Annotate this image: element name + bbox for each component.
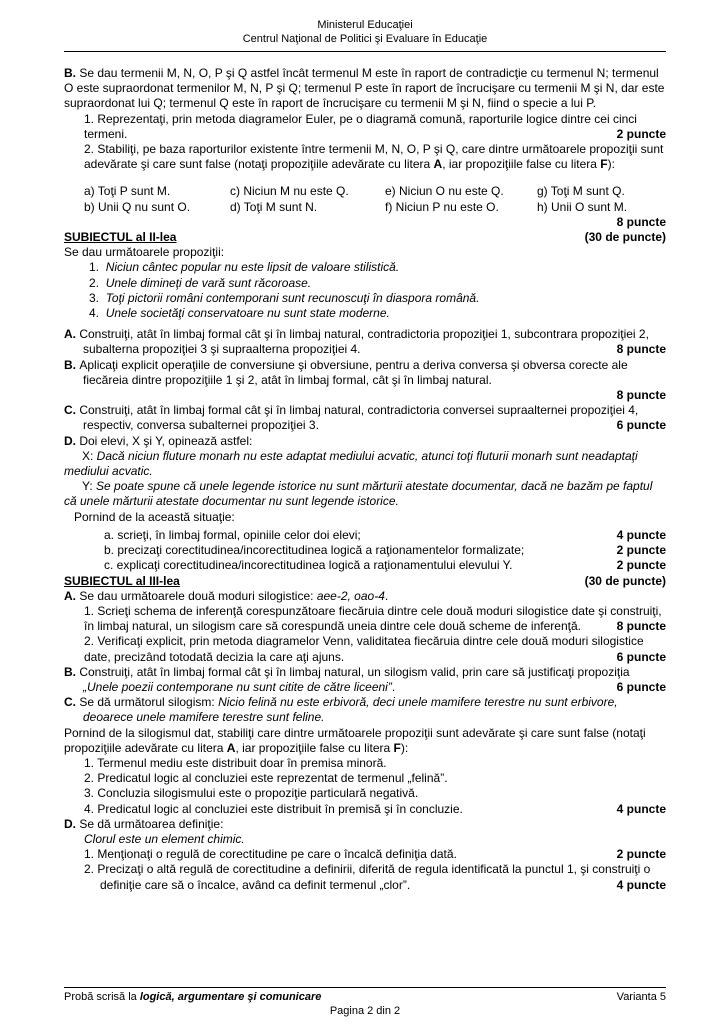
exam-paragraph <box>64 66 666 112</box>
text-segment: Se dau termenii M, N, O, P şi Q astfel încât termenul M este în raport de contradicţie cu termenul N; termenul O este supraordonat termenilor M, N, P şi Q; termenul P este în raport de încrucişare cu termenii M şi N, dar este supraordonat lui Q; termenul Q este în raport de încrucişare cu termenii M şi N, fiind o specie a lui P. <box>64 66 665 111</box>
exam-paragraph <box>64 695 666 725</box>
text-segment: . <box>384 588 389 603</box>
text-segment: 1. Termenul mediu este distribuit doar în premisa minoră. <box>84 755 387 770</box>
exam-paragraph <box>104 528 666 543</box>
exam-paragraph <box>64 358 666 388</box>
exam-paragraph <box>84 832 666 847</box>
exam-paragraph <box>89 291 666 306</box>
text-segment: Unele societăţi conservatoare nu sunt state moderne. <box>105 306 390 321</box>
text-segment: Construiţi, atât în limbaj formal cât şi în limbaj natural, contradictoria conversei supraalternei propoziţiei 4, respectiv, conversa subalternei propoziţiei 3. <box>79 403 639 433</box>
option-cell: g) Toţi M sunt Q. <box>537 184 625 199</box>
text-segment: A <box>433 157 443 172</box>
section-points: (30 de puncte) <box>584 573 666 588</box>
points-badge: 4 puncte <box>616 877 666 892</box>
text-segment: 1. Menţionaţi o regulă de corectitudine pe care o încalcă definiţia dată. <box>84 847 457 862</box>
footer-row <box>64 990 666 1004</box>
text-segment: 2. Verificaţi explicit, prin metoda diagramelor Venn, validitatea fiecăruia dintre cele două moduri silogistice date, precizând totodată decizia la care aţi ajuns. <box>84 634 644 664</box>
section-title: SUBIECTUL al III-lea <box>64 573 180 588</box>
text-segment: A <box>226 740 236 755</box>
footer-variant: Varianta 5 <box>616 991 666 1003</box>
section-title: SUBIECTUL al II-lea <box>64 230 177 245</box>
text-segment: aee-2, oao-4 <box>316 588 385 603</box>
text-segment: 2. <box>89 275 106 290</box>
page-header <box>64 18 666 52</box>
text-segment: Pornind de la această situaţie: <box>74 509 235 524</box>
document-body <box>64 66 666 893</box>
exam-paragraph <box>89 276 666 291</box>
points-badge: 8 puncte <box>616 619 666 634</box>
exam-paragraph <box>64 403 666 433</box>
text-segment: 2. Stabiliţi, pe baza raporturilor existente între termenii M, N, O, P şi Q, care dintre următoarele propoziţii sunt adevărate şi care sunt false (notaţi propoziţiile adevărate cu litera <box>84 142 664 172</box>
exam-paragraph <box>64 589 666 604</box>
points-badge: 4 puncte <box>616 527 666 542</box>
points-badge: 6 puncte <box>616 679 666 694</box>
text-segment: 4. <box>89 306 106 321</box>
option-cell: a) Toţi P sunt M. <box>84 184 171 199</box>
points-line <box>64 388 666 403</box>
text-segment: Toţi pictorii români contemporani sunt recunoscuţi în diaspora română. <box>105 290 480 305</box>
text-segment: Se poate spune că unele legende istorice nu sunt mărturii atestate documentar, dacă ne bazăm pe faptul că unele mărturii atestate documentar nu sunt legende istorice. <box>64 479 653 509</box>
option-cell: e) Niciun O nu este Q. <box>385 184 504 199</box>
points-badge: 8 puncte <box>616 388 666 403</box>
section-points: (30 de puncte) <box>584 230 666 245</box>
option-cell: d) Toţi M sunt N. <box>230 199 318 214</box>
exam-paragraph <box>104 543 666 558</box>
option-cell: b) Unii Q nu sunt O. <box>84 199 191 214</box>
text-segment: 2. Precizaţi o altă regulă de corectitudine a definirii, diferită de regula identificată la punctul 1, şi construiţi o definiţie care să o încalce, având ca definit termenul „clor”. <box>84 862 651 892</box>
text-segment: Se dau următoarele propoziţii: <box>64 245 225 260</box>
exam-paragraph <box>64 726 666 756</box>
text-segment: 1. Reprezentaţi, prin metoda diagramelor Euler, pe o diagramă comună, raporturile logice dintre cei cinci termeni. <box>84 111 637 141</box>
points-badge: 6 puncte <box>616 649 666 664</box>
text-segment: Clorul este un element chimic. <box>84 831 245 846</box>
options-row <box>84 184 666 199</box>
text-segment: Doi elevi, X şi Y, opinează astfel: <box>79 433 253 448</box>
points-line <box>64 215 666 230</box>
exam-paragraph <box>89 260 666 275</box>
text-segment: „Unele poezii contemporane nu sunt citite de către liceeni” <box>83 679 392 694</box>
exam-paragraph <box>89 306 666 321</box>
text-segment: , iar propoziţiile false cu litera <box>442 157 601 172</box>
text-segment: B. <box>64 66 80 80</box>
text-segment: Pornind de la silogismul dat, stabiliţi care dintre următoarele propoziţii sunt adevărate şi care sunt false (notaţi propoziţiile adevărate cu litera <box>64 725 646 755</box>
exam-paragraph <box>64 817 666 832</box>
section-heading <box>64 230 666 245</box>
text-segment: X: <box>82 448 97 463</box>
text-segment: 1. <box>89 260 106 275</box>
exam-paragraph <box>84 634 666 664</box>
ministry-line: Ministerul Educaţiei <box>317 19 413 31</box>
points-badge: 8 puncte <box>616 214 666 229</box>
text-segment: Construiţi, atât în limbaj formal cât şi în limbaj natural, un silogism valid, prin care să justificaţi propoziţia <box>79 664 630 679</box>
exam-paragraph <box>84 604 666 634</box>
text-segment: A. <box>64 327 80 342</box>
footer-subject-prefix: Probă scrisă la <box>64 991 140 1003</box>
text-segment: Construiţi, atât în limbaj formal cât şi în limbaj natural, contradictoria propoziţiei 1, subcontrara propoziţiei 2, subalterna propoziţiei 3 şi supraalterna propoziţiei 4. <box>79 327 649 357</box>
text-segment: Nicio felină nu este erbivoră, deci unele mamifere terestre nu sunt erbivore, deoarece unele mamifere terestre sunt feline. <box>83 695 618 725</box>
footer-subject-name: logică, argumentare şi comunicare <box>139 991 322 1003</box>
points-badge: 8 puncte <box>616 342 666 357</box>
option-cell: h) Unii O sunt M. <box>537 199 628 214</box>
text-segment: Se dă următoarea definiţie: <box>79 816 224 831</box>
text-segment: F <box>600 157 608 172</box>
points-badge: 2 puncte <box>616 558 666 573</box>
text-segment: D. <box>64 816 80 831</box>
footer-page-number: Pagina 2 din 2 <box>329 1005 401 1017</box>
text-segment: Unele dimineţi de vară sunt răcoroase. <box>105 275 312 290</box>
exam-paragraph <box>64 665 666 695</box>
options-grid <box>84 184 666 214</box>
exam-paragraph <box>84 771 666 786</box>
text-segment: C. <box>64 403 80 418</box>
exam-paragraph <box>84 112 666 142</box>
text-segment: Dacă niciun fluture monarh nu este adaptat mediului acvatic, atunci toţi fluturii monarh sunt neadaptaţi mediului acvatic. <box>64 448 638 479</box>
text-segment: Y: <box>82 479 97 494</box>
points-badge: 6 puncte <box>616 418 666 433</box>
text-segment: Aplicaţi explicit operaţiile de conversiune şi obversiune, pentru a deriva conversa şi obversa corecte ale fiecăreia dintre propoziţiile 1 şi 2, atât în limbaj formal, cât şi în limbaj natural. <box>79 357 628 387</box>
text-segment: D. <box>64 433 80 448</box>
points-badge: 2 puncte <box>616 847 666 862</box>
text-segment: F <box>393 740 401 755</box>
text-segment: Niciun cântec popular nu este lipsit de valoare stilistică. <box>105 260 400 275</box>
points-badge: 2 puncte <box>616 126 666 141</box>
text-segment: A. <box>64 588 80 603</box>
exam-paragraph <box>64 434 666 449</box>
text-segment: Se dau următoarele două moduri silogistice: <box>79 588 317 603</box>
exam-paragraph <box>74 510 666 525</box>
text-segment: Se dă următorul silogism: <box>79 695 219 710</box>
exam-paragraph <box>84 847 666 862</box>
option-cell: f) Niciun P nu este O. <box>385 199 499 214</box>
exam-paragraph <box>84 142 666 172</box>
exam-paragraph <box>84 756 666 771</box>
options-row <box>84 200 666 215</box>
section-heading <box>64 574 666 589</box>
text-segment: b. precizaţi corectitudinea/incorectitudinea logică a raţionamentelor formalizate; <box>104 543 525 558</box>
text-segment: 3. Concluzia silogismului este o propoziţie particulară negativă. <box>84 786 419 801</box>
text-segment: . <box>391 679 396 694</box>
text-segment: a. scrieţi, în limbaj formal, opiniile celor doi elevi; <box>104 527 361 542</box>
page-footer <box>64 987 666 1018</box>
exam-paragraph <box>64 245 666 260</box>
text-segment: 1. Scrieţi schema de inferenţă corespunzătoare fiecăruia dintre cele două moduri silogistice date şi construiţi, în limbaj natural, un silogism care să corespundă uneia dintre cele două scheme de inferenţă. <box>84 603 662 634</box>
text-segment: , iar propoziţiile false cu litera <box>235 740 394 755</box>
exam-paragraph <box>64 327 666 357</box>
text-segment: B. <box>64 357 80 372</box>
text-segment: B. <box>64 664 80 679</box>
points-badge: 4 puncte <box>616 801 666 816</box>
option-cell: c) Niciun M nu este Q. <box>230 184 349 199</box>
text-segment: 4. Predicatul logic al concluziei este distribuit în premisă şi în concluzie. <box>84 801 463 816</box>
text-segment: 2. Predicatul logic al concluziei este reprezentat de termenul „felină”. <box>84 771 448 786</box>
text-segment: c. explicaţi corectitudinea/incorectitudinea logică a raţionamentului elevului Y. <box>104 558 513 573</box>
exam-paragraph <box>64 479 666 509</box>
exam-paragraph <box>104 558 666 573</box>
text-segment: 3. <box>89 290 106 305</box>
text-segment: ): <box>400 740 409 755</box>
exam-paragraph <box>84 862 666 892</box>
text-segment: ): <box>607 157 615 172</box>
text-segment: C. <box>64 695 80 710</box>
points-badge: 2 puncte <box>616 543 666 558</box>
exam-paragraph <box>84 802 666 817</box>
institution-line: Centrul Naţional de Politici şi Evaluare în Educaţie <box>242 33 488 45</box>
footer-subject <box>64 990 321 1004</box>
exam-paragraph <box>84 786 666 801</box>
exam-paragraph <box>64 449 666 479</box>
